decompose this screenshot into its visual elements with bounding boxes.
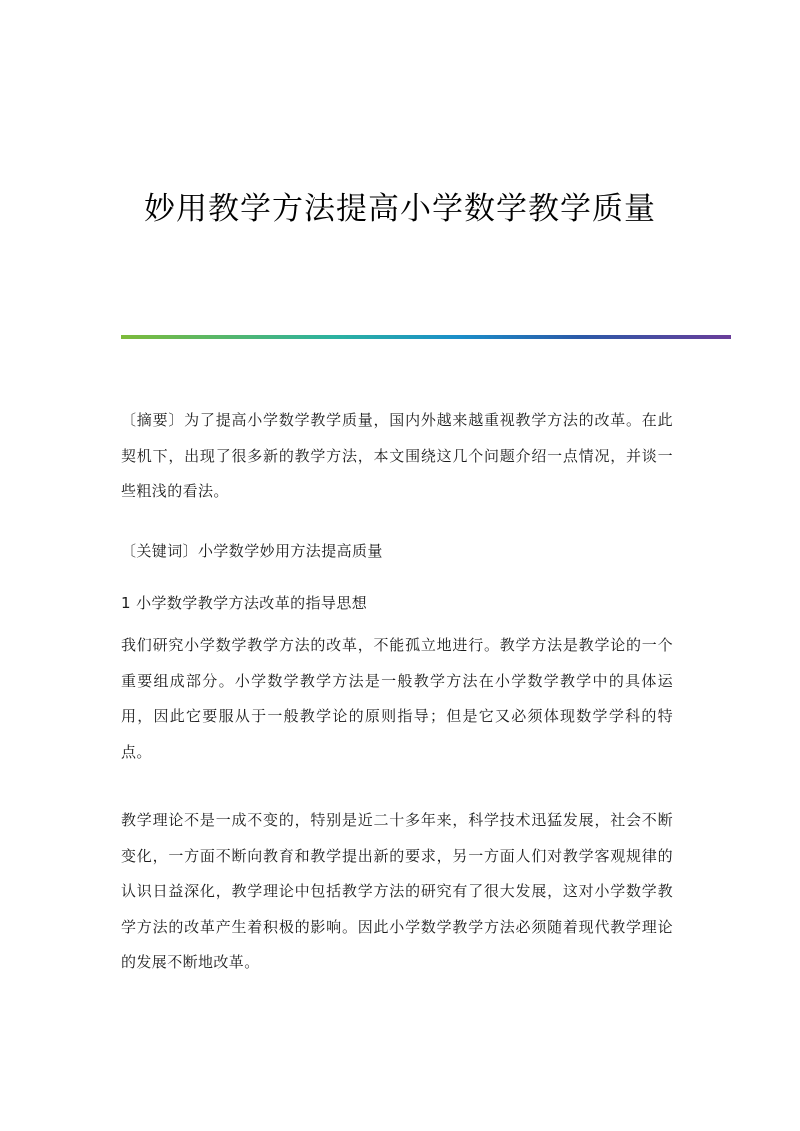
body-paragraph: 教学理论不是一成不变的，特别是近二十多年来，科学技术迅猛发展，社会不断变化，一方面不断向教育和教学提出新的要求，另一方面人们对教学客观规律的认识日益深化，教学理论中包括教学方法的研究有了很大发展，这对小学数学教学方法的改革产生着积极的影响。因此小学数学教学方法必须随着现代教学理论的发展不断地改革。 — [121, 811, 673, 971]
abstract-paragraph: 〔摘要〕为了提高小学数学教学质量，国内外越来越重视教学方法的改革。在此契机下，出现了很多新的教学方法，本文围绕这几个问题介绍一点情况，并谈一些粗浅的看法。 — [121, 411, 673, 500]
page-title: 妙用教学方法提高小学数学教学质量 — [144, 191, 656, 227]
section-heading: 1 小学数学教学方法改革的指导思想 — [121, 594, 368, 612]
keywords-line: 〔关键词〕小学数学妙用方法提高质量 — [121, 542, 383, 560]
body-paragraph: 我们研究小学数学教学方法的改革，不能孤立地进行。教学方法是教学论的一个重要组成部分。小学数学教学方法是一般教学方法在小学数学教学中的具体运用，因此它要服从于一般教学论的原则指导；但是它又必须体现数学学科的特点。 — [121, 636, 673, 761]
title-divider — [121, 335, 731, 339]
